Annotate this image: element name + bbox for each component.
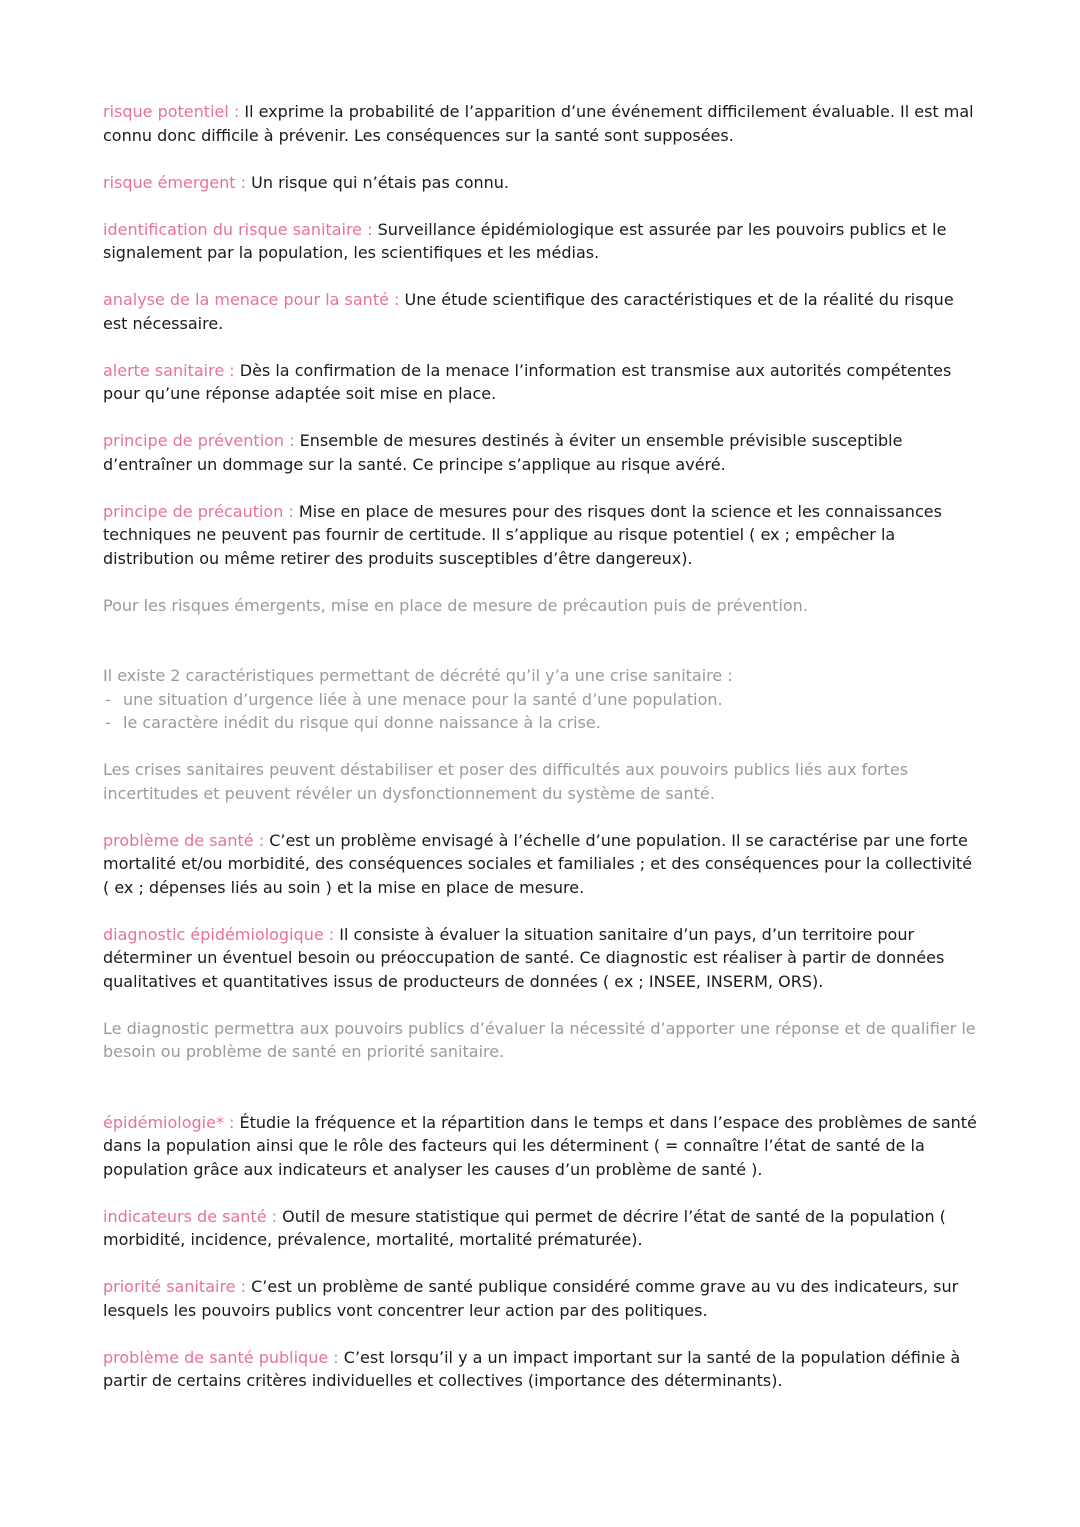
definition-text: Dès la confirmation de la menace l’information est transmise aux autorités compétentes pour qu’une réponse adaptée soit mise en place. xyxy=(103,360,952,403)
term-label: priorité sanitaire : xyxy=(103,1277,246,1296)
definition-probleme-sante xyxy=(103,829,983,900)
term-label: principe de prévention : xyxy=(103,431,295,450)
definition-epidemiologie xyxy=(103,1111,983,1182)
term-label: analyse de la menace pour la santé : xyxy=(103,290,400,309)
definition-diagnostic-epidemiologique xyxy=(103,923,983,994)
definition-text: Surveillance épidémiologique est assurée par les pouvoirs publics et le signalement par la population, les scientifiques et les médias. xyxy=(103,219,947,262)
definition-text: Étudie la fréquence et la répartition dans le temps et dans l’espace des problèmes de santé dans la population ainsi que le rôle des facteurs qui les déterminent ( = connaître l’état de santé de la population grâce aux indicateurs et analyser les causes d’un problème de santé ). xyxy=(103,1112,977,1179)
definition-priorite-sanitaire xyxy=(103,1275,983,1322)
definition-text: C’est lorsqu’il y a un impact important sur la santé de la population définie à partir de certains critères individuelles et collectives (importance des déterminants). xyxy=(103,1347,961,1390)
term-label: alerte sanitaire : xyxy=(103,360,235,380)
note-crises-sanitaires: Les crises sanitaires peuvent déstabiliser et poser des difficultés aux pouvoirs publics liés aux fortes incertitudes et peuvent révéler un dysfonctionnement du système de santé. xyxy=(103,760,909,803)
term-label: identification du risque sanitaire : xyxy=(103,219,373,239)
definition-text: Un risque qui n’étais pas connu. xyxy=(251,172,509,192)
list-item: - le caractère inédit du risque qui donne naissance à la crise. xyxy=(103,711,983,735)
notes-page xyxy=(103,100,983,1393)
definition-text: C’est un problème de santé publique considéré comme grave au vu des indicateurs, sur lesquels les pouvoirs publics vont concentrer leur action par des politiques. xyxy=(103,1277,959,1320)
term-label: épidémiologie* : xyxy=(103,1112,235,1132)
definition-analyse-menace xyxy=(103,288,983,335)
definition-text: Mise en place de mesures pour des risques dont la science et les connaissances techniques ne peuvent pas fournir de certitude. Il s’applique au risque potentiel ( ex ; empêcher la distribution ou même retirer des produits susceptibles d’être dangereux). xyxy=(103,501,942,568)
definition-text: Il exprime la probabilité de l’apparition d’une événement difficilement évaluable. Il est mal connu donc difficile à prévenir. Les conséquences sur la santé sont supposées. xyxy=(103,102,974,145)
definition-text: Il consiste à évaluer la situation sanitaire d’un pays, d’un territoire pour déterminer un éventuel besoin ou préoccupation de santé. Ce diagnostic est réaliser à partir de données qualitatives et quantitatives issus de producteurs de données ( ex ; INSEE, INSERM, ORS). xyxy=(103,924,945,991)
definition-probleme-sante-publique xyxy=(103,1346,983,1393)
definition-risque-emergent xyxy=(103,171,983,195)
crise-intro: Il existe 2 caractéristiques permettant de décrété qu’il y’a une crise sanitaire : xyxy=(103,666,733,685)
term-label: problème de santé : xyxy=(103,830,265,850)
definition-principe-precaution xyxy=(103,500,983,571)
definition-text: Une étude scientifique des caractéristiques et de la réalité du risque est nécessaire. xyxy=(103,290,954,333)
definition-text: C’est un problème envisagé à l’échelle d’une population. Il se caractérise par une forte mortalité et/ou morbidité, des conséquences sociales et familiales ; et des conséquences pour la collectivité ( ex ; dépenses liés au soin ) et la mise en place de mesure. xyxy=(103,830,973,897)
term-label: indicateurs de santé : xyxy=(103,1206,278,1226)
term-label: risque potentiel : xyxy=(103,102,240,121)
list-item: - une situation d’urgence liée à une menace pour la santé d’une population. xyxy=(103,688,983,712)
definition-text: Ensemble de mesures destinés à éviter un ensemble prévisible susceptible d’entraîner un dommage sur la santé. Ce principe s’applique au risque avéré. xyxy=(103,431,903,474)
term-label: problème de santé publique : xyxy=(103,1347,339,1367)
term-label: principe de précaution : xyxy=(103,501,294,521)
definition-identification-risque xyxy=(103,218,983,265)
definition-principe-prevention xyxy=(103,429,983,476)
definition-text: Outil de mesure statistique qui permet de décrire l’état de santé de la population ( morbidité, incidence, prévalence, mortalité, mortalité prématurée). xyxy=(103,1206,946,1249)
term-label: risque émergent : xyxy=(103,172,247,192)
note-risques-emergents: Pour les risques émergents, mise en place de mesure de précaution puis de prévention. xyxy=(103,595,808,615)
term-label: diagnostic épidémiologique : xyxy=(103,924,335,944)
definition-alerte-sanitaire xyxy=(103,359,983,406)
definition-indicateurs-sante xyxy=(103,1205,983,1252)
crise-characteristics-list xyxy=(103,688,983,735)
note-diagnostic: Le diagnostic permettra aux pouvoirs publics d’évaluer la nécessité d’apporter une réponse et de qualifier le besoin ou problème de santé en priorité sanitaire. xyxy=(103,1018,976,1061)
definition-risque-potentiel xyxy=(103,100,983,147)
